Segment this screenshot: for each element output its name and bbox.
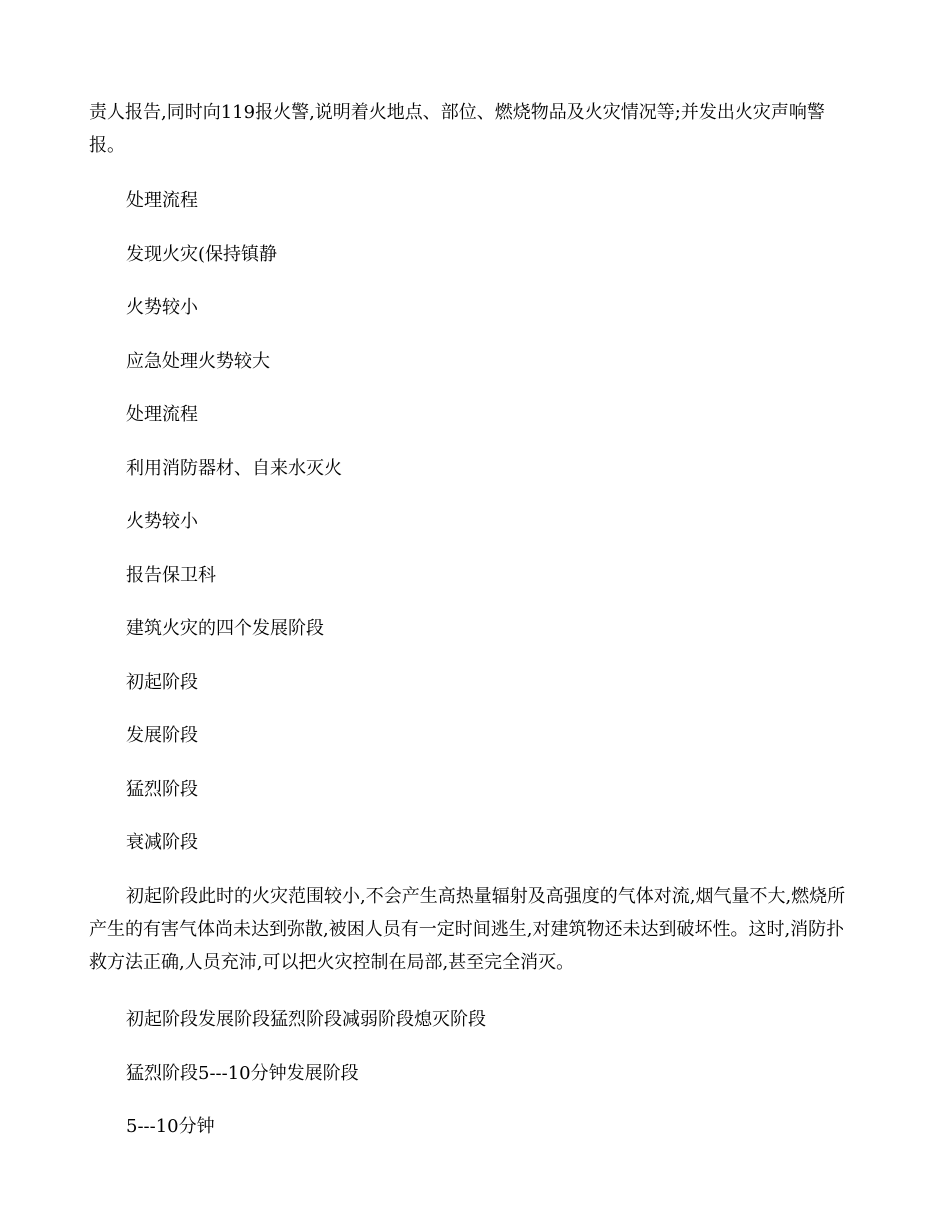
- paragraph-discover-fire: 发现火灾(保持镇静: [126, 244, 278, 265]
- paragraph-extinguish: 利用消防器材、自来水灭火: [126, 458, 342, 479]
- paragraph-small-fire-2: 火势较小: [126, 511, 198, 532]
- paragraph-fierce-timing: 猛烈阶段5---10分钟发展阶段: [126, 1063, 359, 1084]
- paragraph-stage-sequence: 初起阶段发展阶段猛烈阶段减弱阶段熄灭阶段: [126, 1009, 486, 1030]
- paragraph-stage-fierce: 猛烈阶段: [126, 779, 198, 800]
- paragraph-timing: 5---10分钟: [126, 1116, 215, 1137]
- paragraph-stage-initial: 初起阶段: [126, 672, 198, 693]
- paragraph-fire-report: 责人报告,同时向119报火警,说明着火地点、部位、燃烧物品及火灾情况等;并发出火灾声响警报。: [89, 102, 825, 156]
- paragraph-process-flow-2: 处理流程: [126, 404, 198, 425]
- paragraph-emergency-large-fire: 应急处理火势较大: [126, 351, 270, 372]
- paragraph-stage-decay: 衰减阶段: [126, 832, 198, 853]
- paragraph-small-fire-1: 火势较小: [126, 297, 198, 318]
- paragraph-stage-development: 发展阶段: [126, 725, 198, 746]
- paragraph-process-flow-1: 处理流程: [126, 190, 198, 211]
- paragraph-initial-stage-description: 初起阶段此时的火灾范围较小,不会产生高热量辐射及高强度的气体对流,烟气量不大,燃烧所产生的有害气体尚未达到弥散,被困人员有一定时间逃生,对建筑物还未达到破坏性。这时,消防扑救方法正确,人员充沛,可以把火灾控制在局部,甚至完全消灭。: [89, 886, 846, 973]
- paragraph-report-security: 报告保卫科: [126, 565, 216, 586]
- paragraph-four-stages-heading: 建筑火灾的四个发展阶段: [126, 618, 324, 639]
